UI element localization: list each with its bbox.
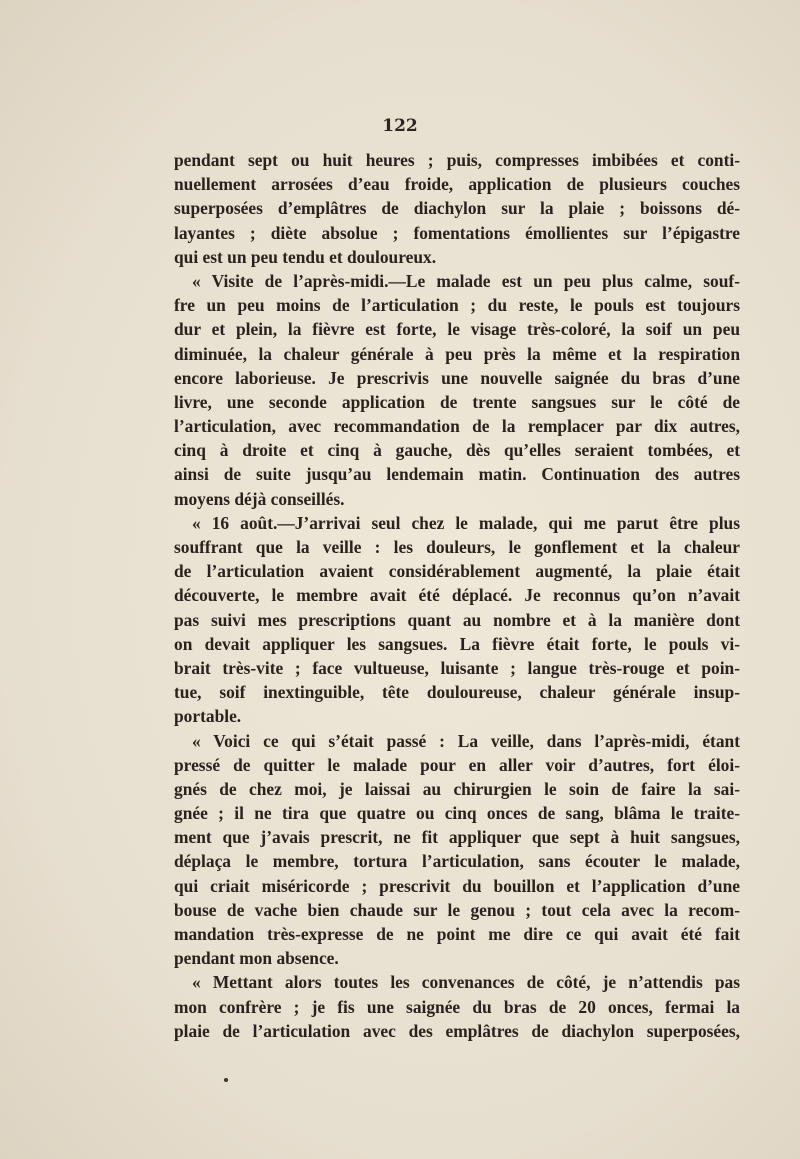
text-line: pendant sept ou huit heures ; puis, compresses imbibées et conti- [174,150,740,170]
page-number: 122 [382,116,418,136]
text-line: pendant mon absence. [174,948,339,969]
text-line: pas suivi mes prescriptions quant au nombre et à la manière dont [174,609,740,630]
text-line: superposées d’emplâtres de diachylon sur la plaie ; boissons dé- [174,198,740,219]
text-line: bouse de vache bien chaude sur le genou ; tout cela avec la recom- [174,899,740,920]
paragraph [174,729,740,971]
text-line: portable. [174,706,242,727]
text-line: brait très-vite ; face vultueuse, luisante ; langue très-rouge et poin- [174,657,740,678]
text-line: diminuée, la chaleur générale à peu près la même et la respiration [174,343,740,364]
text-line: layantes ; diète absolue ; fomentations émollientes sur l’épigastre [174,222,740,243]
text-line: plaie de l’articulation avec des emplâtres de diachylon superposées, [174,1020,740,1041]
text-line: mon confrère ; je fis une saignée du bras de 20 onces, fermai la [174,996,740,1017]
text-line: cinq à droite et cinq à gauche, dès qu’elles seraient tombées, et [174,440,740,461]
text-line: fre un peu moins de l’articulation ; du reste, le pouls est toujours [174,295,740,316]
text-line: nuellement arrosées d’eau froide, application de plusieurs couches [174,174,740,195]
paragraph [174,148,740,269]
text-line: déplaça le membre, tortura l’articulation, sans écouter le malade, [174,851,740,872]
text-line: on devait appliquer les sangsues. La fièvre était forte, le pouls vi- [174,633,740,654]
text-line: de l’articulation avaient considérablement augmenté, la plaie était [174,561,740,582]
text-line: pressé de quitter le malade pour en aller voir d’autres, fort éloi- [174,754,740,775]
text-line: dur et plein, la fièvre est forte, le visage très-coloré, la soif un peu [174,319,740,340]
text-line: qui est un peu tendu et douloureux. [174,246,437,267]
text-line: « Visite de l’après-midi.—Le malade est un peu plus calme, souf- [192,270,740,291]
text-line: tue, soif inextinguible, tête douloureuse, chaleur générale insup- [174,682,740,703]
paragraph [174,511,740,729]
text-line: souffrant que la veille : les douleurs, le gonflement et la chaleur [174,537,740,557]
text-line: livre, une seconde application de trente sangsues sur le côté de [174,391,740,412]
text-line: qui criait miséricorde ; prescrivit du bouillon et l’application d’une [174,875,740,896]
text-line: gnée ; il ne tira que quatre ou cinq onces de sang, blâma le traite- [174,803,740,824]
body-text [174,148,740,1043]
text-line: « 16 août.—J’arrivai seul chez le malade, qui me parut être plus [192,512,740,533]
paragraph [174,970,740,1043]
text-line: l’articulation, avec recommandation de la remplacer par dix autres, [174,416,740,437]
text-line: découverte, le membre avait été déplacé. Je reconnus qu’on n’avait [174,585,740,606]
text-line: moyens déjà conseillés. [174,488,345,509]
text-line: encore laborieuse. Je prescrivis une nouvelle saignée du bras d’une [174,367,740,388]
paragraph [174,269,740,511]
text-line: ainsi de suite jusqu’au lendemain matin. Continuation des autres [174,464,740,485]
text-line: ment que j’avais prescrit, ne fit appliquer que sept à huit sangsues, [174,827,740,848]
text-line: gnés de chez moi, je laissai au chirurgien le soin de faire la sai- [174,778,740,799]
text-line: « Mettant alors toutes les convenances de côté, je n’attendis pas [192,972,740,993]
ink-speck [224,1078,228,1082]
text-line: mandation très-expresse de ne point me dire ce qui avait été fait [174,924,740,944]
text-line: « Voici ce qui s’était passé : La veille, dans l’après-midi, étant [192,730,740,751]
